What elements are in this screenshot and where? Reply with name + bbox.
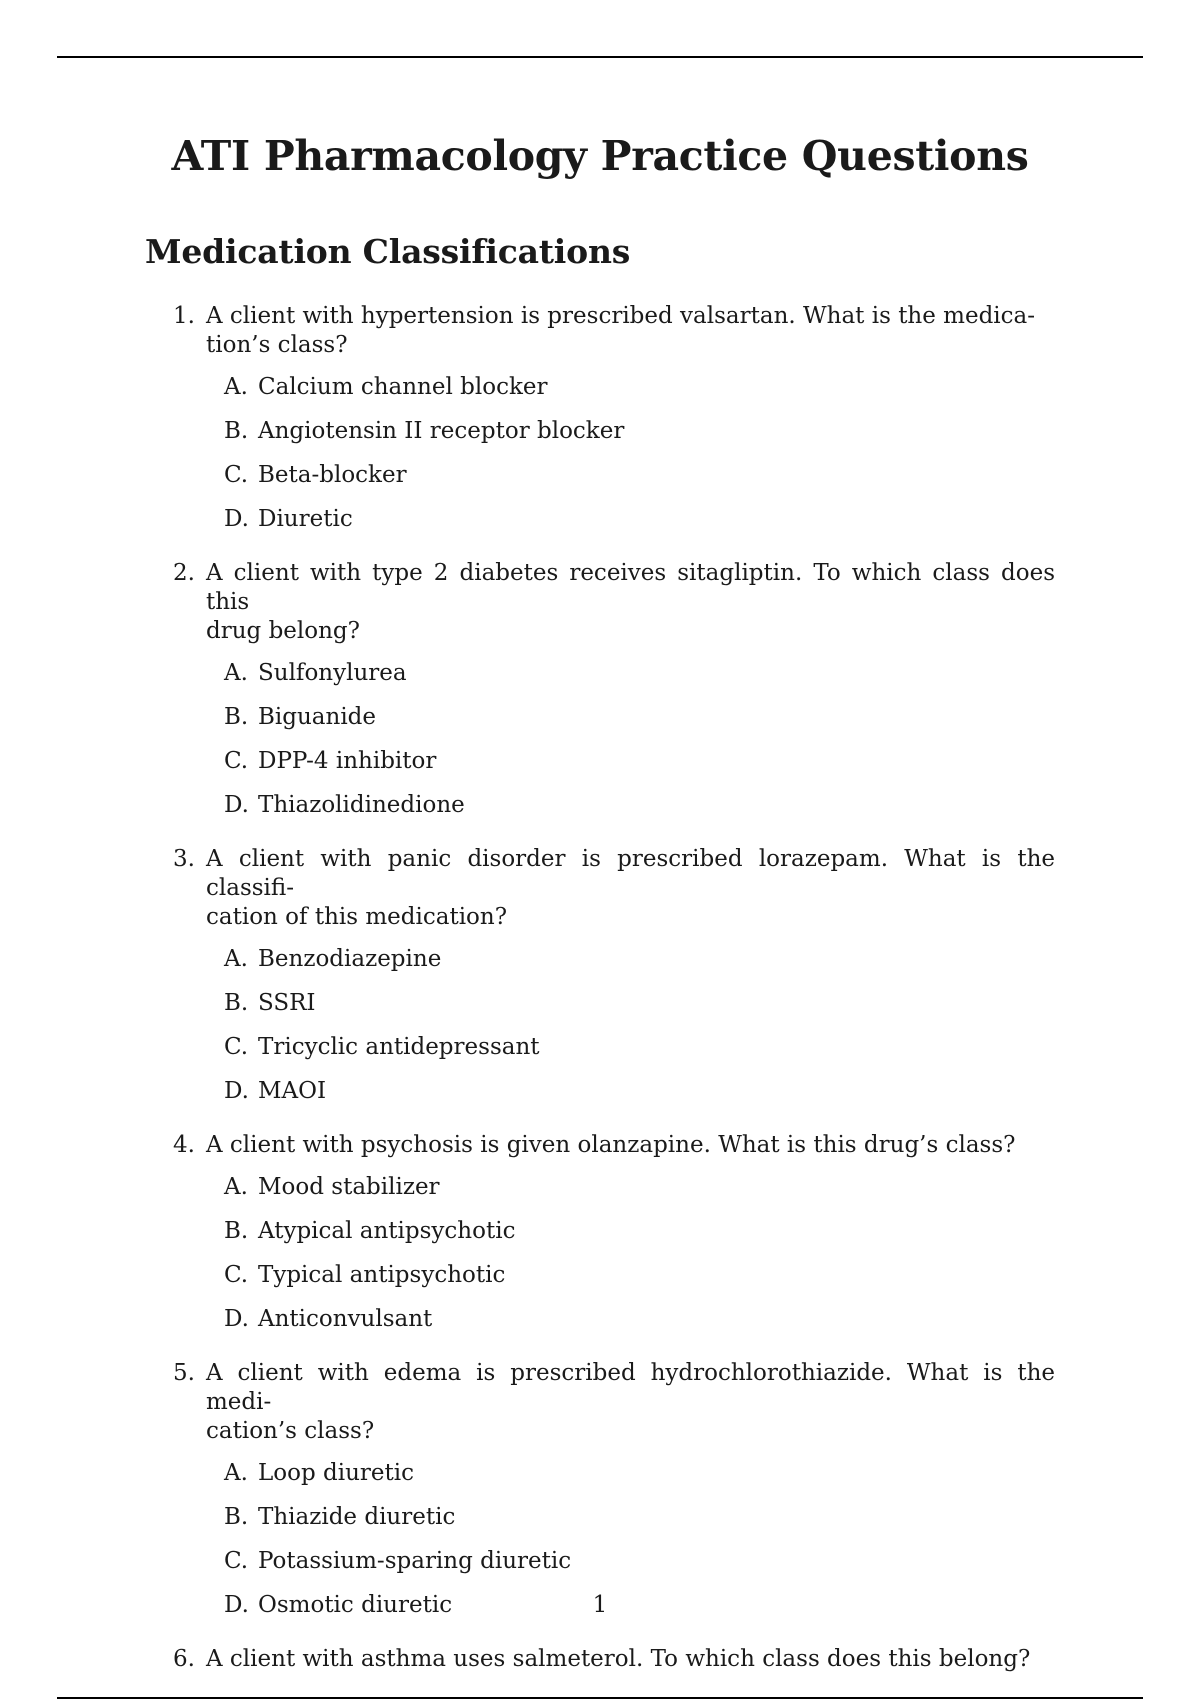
- option-text: Atypical antipsychotic: [258, 1218, 516, 1244]
- answer-option-d[interactable]: [224, 505, 1055, 545]
- option-letter: B.: [224, 990, 249, 1016]
- option-text: Thiazolidinedione: [258, 792, 465, 818]
- answer-option-a[interactable]: [224, 373, 1055, 417]
- option-letter: B.: [224, 1504, 249, 1530]
- answer-option-a[interactable]: [224, 659, 1055, 703]
- question-text: [206, 302, 1055, 360]
- answer-option-d[interactable]: [224, 791, 1055, 831]
- question-text-line: A client with type 2 diabetes receives sitagliptin. To which class does this: [206, 560, 1055, 615]
- question-text-line: A client with psychosis is given olanzapine. What is this drug’s class?: [206, 1132, 1016, 1158]
- option-text: Angiotensin II receptor blocker: [258, 418, 625, 444]
- question-text: [206, 1131, 1055, 1160]
- question-number: 3.: [173, 846, 195, 872]
- option-letter: C.: [224, 748, 249, 774]
- question-text-line: A client with hypertension is prescribed valsartan. What is the medica-: [206, 303, 1036, 329]
- question-text: [206, 845, 1055, 932]
- option-letter: B.: [224, 1218, 249, 1244]
- answer-option-b[interactable]: [224, 989, 1055, 1033]
- question-text-line: A client with edema is prescribed hydrochlorothiazide. What is the medi-: [206, 1360, 1055, 1415]
- answer-option-c[interactable]: [224, 1261, 1055, 1305]
- option-letter: C.: [224, 1548, 249, 1574]
- answer-option-c[interactable]: [224, 461, 1055, 505]
- option-text: Anticonvulsant: [258, 1306, 433, 1332]
- question-number: 5.: [173, 1360, 195, 1386]
- option-text: MAOI: [258, 1078, 327, 1104]
- option-text: Osmotic diuretic: [258, 1592, 453, 1618]
- answer-option-a[interactable]: [224, 1459, 1055, 1503]
- question-3: [170, 845, 1055, 1117]
- option-letter: A.: [224, 1174, 248, 1200]
- option-letter: A.: [224, 374, 248, 400]
- section-title: Medication Classifications: [145, 232, 631, 271]
- question-number: 6.: [173, 1646, 195, 1672]
- question-6: [170, 1645, 1055, 1674]
- option-text: Sulfonylurea: [258, 660, 407, 686]
- option-text: Potassium-sparing diuretic: [258, 1548, 572, 1574]
- question-number: 4.: [173, 1132, 195, 1158]
- page-title: ATI Pharmacology Practice Questions: [171, 132, 1029, 180]
- option-text: Thiazide diuretic: [258, 1504, 456, 1530]
- question-text-line: drug belong?: [206, 618, 360, 644]
- answer-option-b[interactable]: [224, 703, 1055, 747]
- question-text-line: cation of this medication?: [206, 904, 508, 930]
- option-letter: D.: [224, 506, 249, 532]
- answer-option-b[interactable]: [224, 1503, 1055, 1547]
- option-text: DPP-4 inhibitor: [258, 748, 437, 774]
- option-text: Typical antipsychotic: [258, 1262, 506, 1288]
- answer-options: [206, 659, 1055, 831]
- question-list: [170, 302, 1055, 1688]
- answer-options: [206, 373, 1055, 545]
- question-text-line: A client with asthma uses salmeterol. To which class does this belong?: [206, 1646, 1031, 1672]
- answer-option-b[interactable]: [224, 417, 1055, 461]
- question-text-line: cation’s class?: [206, 1418, 375, 1444]
- answer-option-c[interactable]: [224, 747, 1055, 791]
- option-letter: D.: [224, 1592, 249, 1618]
- option-letter: B.: [224, 418, 249, 444]
- option-text: Mood stabilizer: [258, 1174, 440, 1200]
- question-text-line: tion’s class?: [206, 332, 348, 358]
- question-5: [170, 1359, 1055, 1631]
- question-2: [170, 559, 1055, 831]
- option-text: Calcium channel blocker: [258, 374, 548, 400]
- option-letter: A.: [224, 946, 248, 972]
- option-letter: C.: [224, 462, 249, 488]
- question-number: 1.: [173, 303, 195, 329]
- answer-option-c[interactable]: [224, 1033, 1055, 1077]
- option-letter: D.: [224, 1078, 249, 1104]
- answer-option-d[interactable]: [224, 1305, 1055, 1345]
- option-letter: B.: [224, 704, 249, 730]
- option-letter: C.: [224, 1262, 249, 1288]
- answer-option-a[interactable]: [224, 1173, 1055, 1217]
- answer-options: [206, 1173, 1055, 1345]
- option-text: Loop diuretic: [258, 1460, 414, 1486]
- option-text: Benzodiazepine: [258, 946, 442, 972]
- answer-option-a[interactable]: [224, 945, 1055, 989]
- answer-options: [206, 945, 1055, 1117]
- question-text: [206, 1359, 1055, 1446]
- page-number: 1: [592, 1592, 608, 1618]
- question-text-line: A client with panic disorder is prescribed lorazepam. What is the classifi-: [206, 846, 1055, 901]
- answer-option-d[interactable]: [224, 1077, 1055, 1117]
- option-letter: C.: [224, 1034, 249, 1060]
- question-number: 2.: [173, 560, 195, 586]
- bottom-rule: [57, 1697, 1143, 1699]
- option-text: Diuretic: [258, 506, 353, 532]
- answer-option-b[interactable]: [224, 1217, 1055, 1261]
- answer-option-c[interactable]: [224, 1547, 1055, 1591]
- option-letter: A.: [224, 1460, 248, 1486]
- option-letter: A.: [224, 660, 248, 686]
- question-text: [206, 559, 1055, 646]
- option-text: Beta-blocker: [258, 462, 407, 488]
- option-text: Tricyclic antidepressant: [258, 1034, 540, 1060]
- question-text: [206, 1645, 1055, 1674]
- top-rule: [57, 56, 1143, 58]
- question-1: [170, 302, 1055, 545]
- option-letter: D.: [224, 792, 249, 818]
- option-letter: D.: [224, 1306, 249, 1332]
- option-text: Biguanide: [258, 704, 377, 730]
- question-4: [170, 1131, 1055, 1345]
- option-text: SSRI: [258, 990, 316, 1016]
